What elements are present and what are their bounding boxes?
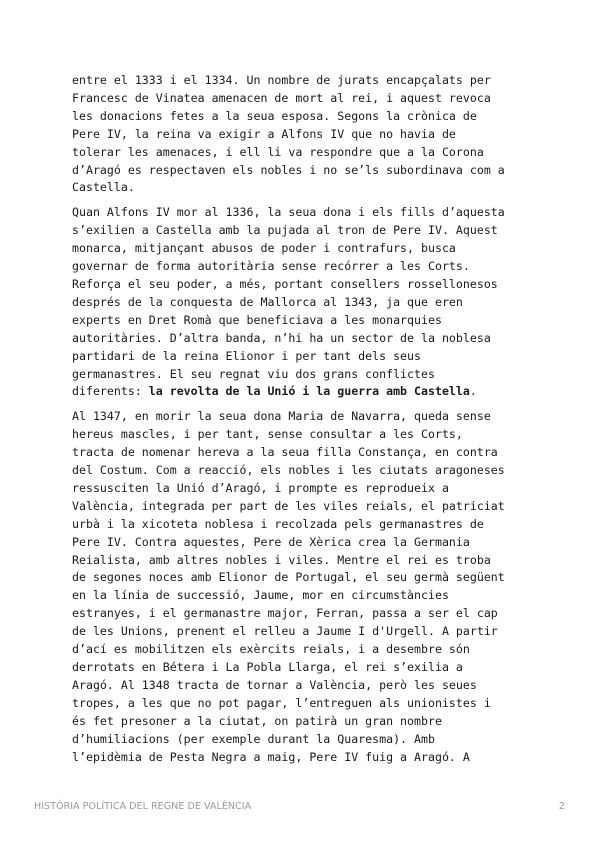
text-line: governar de forma autoritària sense recórrer a les Corts.: [72, 259, 470, 274]
footer-title: HISTÒRIA POLÍTICA DEL REGNE DE VALÈNCIA: [34, 801, 252, 812]
text-line: Reforça el seu poder, a més, portant consellers rossellonesos: [72, 276, 498, 291]
bold-emphasis: la revolta de la Unió i la guerra amb Castella: [148, 384, 470, 399]
text-line: d’Aragó es respectaven els nobles i no se’ls subordinava com a: [72, 162, 505, 177]
text-line: Quan Alfons IV mor al 1336, la seua dona i els fills d’aquesta: [72, 205, 505, 220]
text-line: de les Unions, prenent el relleu a Jaume I d'Urgell. A partir: [72, 624, 498, 639]
text-line: del Costum. Com a reacció, els nobles i les ciutats aragoneses: [72, 463, 505, 478]
text-line: de segones noces amb Elionor de Portugal, el seu germà següent: [72, 570, 505, 585]
paragraph-2: [72, 204, 532, 401]
text-line: Al 1347, en morir la seua dona Maria de Navarra, queda sense: [72, 409, 491, 424]
text-line: València, integrada per part de les viles reials, el patriciat: [72, 498, 505, 513]
document-body: [72, 72, 532, 773]
text-run: .: [469, 384, 477, 399]
text-line: tracta de nomenar hereva a la seua filla Constança, en contra: [72, 445, 498, 460]
text-line: tropes, a les que no pot pagar, l’entreguen als unionistes i: [72, 695, 491, 710]
text-line: d’ací es mobilitzen els exèrcits reials, i a desembre són: [72, 642, 470, 657]
text-line: autoritàries. D’altra banda, n’hi ha un sector de la noblesa: [72, 330, 491, 345]
text-line: derrotats en Bétera i La Pobla Llarga, el rei s’exilia a: [72, 660, 463, 674]
text-line: partidari de la reina Elionor i per tant dels seus: [72, 348, 422, 363]
text-line: Pere IV, la reina va exigir a Alfons IV que no havia de: [72, 126, 456, 141]
text-line: estranyes, i el germanastre major, Ferran, passa a ser el cap: [72, 606, 498, 621]
text-line: després de la conquesta de Mallorca al 1343, ja que eren: [72, 294, 463, 309]
text-line: Castella.: [72, 180, 135, 195]
text-line: és fet presoner a la ciutat, on patirà un gran nombre: [72, 713, 442, 728]
text-line: entre el 1333 i el 1334. Un nombre de jurats encapçalats per: [72, 73, 491, 87]
text-line: Reialista, amb altres nobles i viles. Mentre el rei es troba: [72, 552, 491, 567]
text-line: urbà i la xicoteta noblesa i recolzada pels germanastres de: [72, 516, 484, 531]
text-line: Pere IV. Contra aquestes, Pere de Xèrica crea la Germania: [72, 534, 470, 549]
text-line: les donacions fetes a la seua esposa. Segons la crònica de: [72, 108, 477, 123]
text-run: diferents:: [72, 384, 149, 399]
text-line: Aragó. Al 1348 tracta de tornar a València, però les seues: [72, 677, 477, 692]
text-line: ressusciten la Unió d’Aragó, i prompte es reprodueix a: [72, 480, 449, 495]
text-line-with-emphasis: [72, 383, 532, 401]
text-line: germanastres. El seu regnat viu dos grans conflictes: [72, 366, 435, 381]
text-line: l’epidèmia de Pesta Negra a maig, Pere IV fuig a Aragó. A: [72, 749, 470, 764]
text-line: monarca, mitjançant abusos de poder i contrafurs, busca: [72, 241, 456, 256]
text-line: en la línia de successió, Jaume, mor en circumstàncies: [72, 588, 449, 603]
text-line: tolerar les amenaces, i ell li va respondre que a la Corona: [72, 144, 484, 159]
paragraph-1: [72, 72, 532, 197]
text-line: d’humiliacions (per exemple durant la Quaresma). Amb: [72, 731, 435, 746]
text-line: Francesc de Vinatea amenacen de mort al rei, i aquest revoca: [72, 90, 491, 105]
text-line: s’exilien a Castella amb la pujada al tron de Pere IV. Aquest: [72, 223, 498, 238]
text-line: experts en Dret Romà que beneficiava a les monarquies: [72, 312, 442, 327]
paragraph-3: [72, 408, 532, 766]
text-line: hereus mascles, i per tant, sense consultar a les Corts,: [72, 427, 463, 442]
page-number: 2: [558, 801, 565, 812]
